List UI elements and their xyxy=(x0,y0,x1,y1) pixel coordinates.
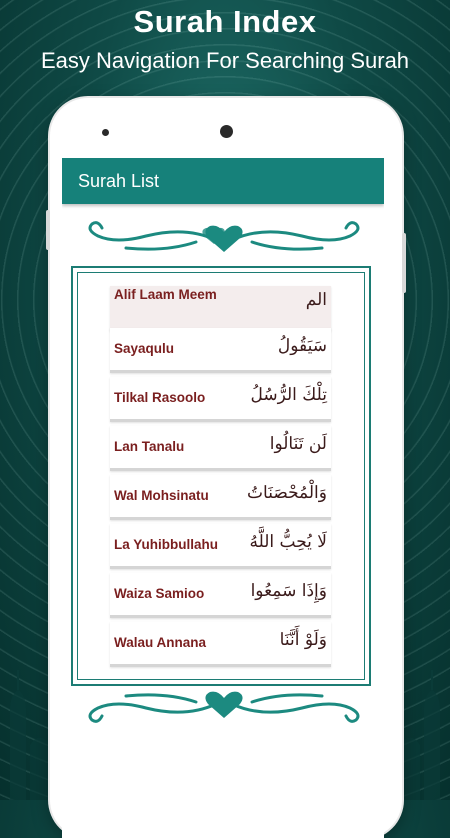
list-item[interactable] xyxy=(110,475,331,520)
promo-subtitle: Easy Navigation For Searching Surah xyxy=(40,48,410,73)
app-bar-title: Surah List xyxy=(78,170,160,191)
surah-name: Tilkal Rasoolo xyxy=(114,390,206,405)
list-item[interactable] xyxy=(110,426,331,471)
list-item[interactable] xyxy=(110,377,331,422)
heart-scroll-ornament-icon xyxy=(76,218,372,256)
surah-arabic: لَن تَنَالُوا xyxy=(269,434,327,454)
surah-arabic: وَلَوْ أَنَّنَا xyxy=(279,630,327,650)
surah-arabic: تِلْكَ الرُّسُلُ xyxy=(250,385,327,405)
surah-arabic: سَيَقُولُ xyxy=(277,336,327,356)
phone-camera xyxy=(220,125,233,138)
surah-name: Waiza Samioo xyxy=(114,586,205,601)
list-item[interactable] xyxy=(110,286,331,331)
list-item[interactable] xyxy=(110,573,331,618)
list-item[interactable] xyxy=(110,328,331,373)
surah-name: Lan Tanalu xyxy=(114,439,185,454)
surah-name: Sayaqulu xyxy=(114,341,175,356)
surah-name: Alif Laam Meem xyxy=(114,287,217,302)
surah-name: Wal Mohsinatu xyxy=(114,488,209,503)
heart-scroll-ornament-icon xyxy=(76,688,372,726)
surah-arabic: وَالْمُحْصَنَاتُ xyxy=(247,483,327,503)
phone-frame xyxy=(50,98,402,838)
surah-arabic: الم xyxy=(305,290,327,310)
promo-title: Surah Index xyxy=(133,4,317,39)
surah-arabic: لَا يُحِبُّ اللَّهُ xyxy=(249,532,327,552)
list-item[interactable] xyxy=(110,622,331,667)
app-bar xyxy=(62,158,384,204)
list-item[interactable] xyxy=(110,524,331,569)
surah-name: Walau Annana xyxy=(114,635,207,650)
phone-volume-button xyxy=(46,210,50,250)
surah-arabic: وَإِذَا سَمِعُوا xyxy=(250,581,327,601)
phone-power-button xyxy=(402,233,406,293)
phone-sensor xyxy=(102,129,109,136)
app-screen xyxy=(62,158,384,838)
surah-name: La Yuhibbullahu xyxy=(114,537,219,552)
